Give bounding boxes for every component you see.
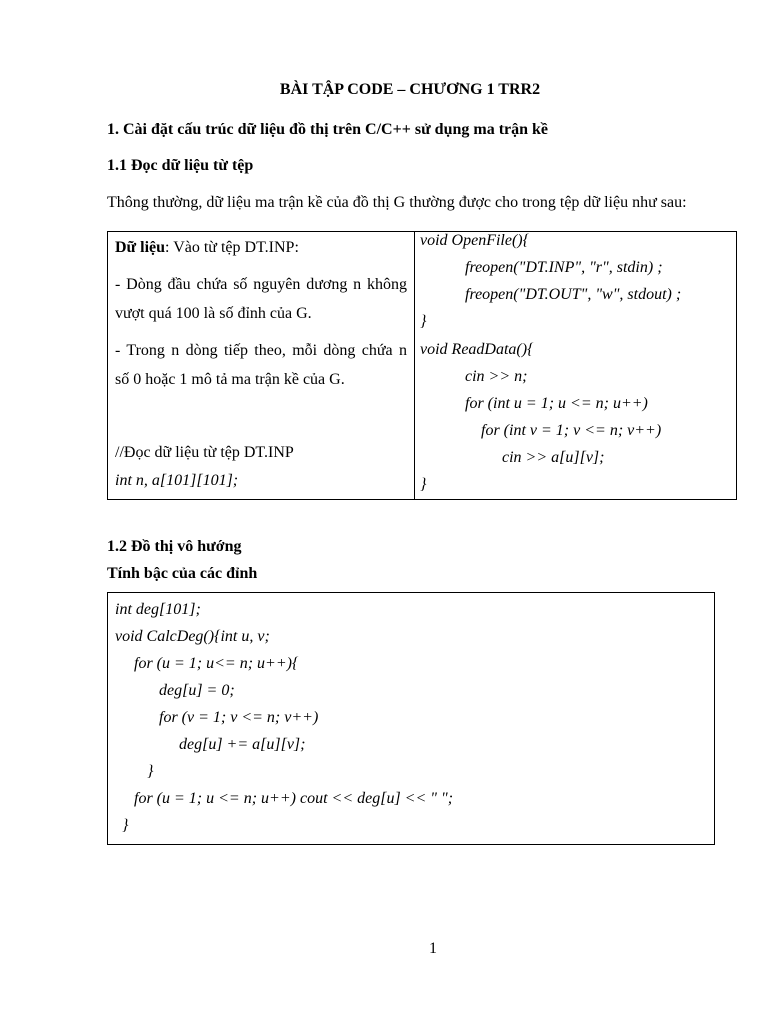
code-line: cin >> a[u][v]; xyxy=(502,449,605,466)
code-line: void ReadData(){ xyxy=(420,341,534,358)
array-declaration: int n, a[101][101]; xyxy=(115,472,239,489)
code-line: for (u = 1; u <= n; u++) cout << deg[u] << " "; xyxy=(134,790,454,807)
code-line: deg[u] += a[u][v]; xyxy=(179,736,306,753)
code-line: for (v = 1; v <= n; v++) xyxy=(159,709,319,726)
table-column-divider xyxy=(414,232,415,499)
degree-code-box xyxy=(107,592,715,845)
code-line: for (int v = 1; v <= n; v++) xyxy=(481,422,662,439)
code-line: for (int u = 1; u <= n; u++) xyxy=(465,395,648,412)
bullet-1-line-1: - Dòng đầu chứa số nguyên dương n không xyxy=(115,276,407,293)
bullet-2-line-1: - Trong n dòng tiếp theo, mỗi dòng chứa n xyxy=(115,342,407,359)
code-line: void CalcDeg(){int u, v; xyxy=(115,628,270,645)
code-line: freopen("DT.INP", "r", stdin) ; xyxy=(465,259,663,276)
data-rest-text: : Vào từ tệp DT.INP: xyxy=(165,239,299,256)
code-line: } xyxy=(122,817,129,834)
bullet-1-line-2: vượt quá 100 là số đỉnh của G. xyxy=(115,305,312,322)
code-line: } xyxy=(147,763,154,780)
document-title: BÀI TẬP CODE – CHƯƠNG 1 TRR2 xyxy=(279,81,541,98)
section-1-2-heading: 1.2 Đồ thị vô hướng xyxy=(107,538,242,555)
code-line: } xyxy=(420,476,427,493)
section-1-1-heading: 1.1 Đọc dữ liệu từ tệp xyxy=(107,157,254,174)
code-line: } xyxy=(420,313,427,330)
intro-paragraph: Thông thường, dữ liệu ma trận kề của đồ thị G thường được cho trong tệp dữ liệu như sau: xyxy=(107,194,687,211)
input-format-table xyxy=(107,231,737,500)
bullet-2-line-2: số 0 hoặc 1 mô tả ma trận kề của G. xyxy=(115,371,345,388)
read-data-comment: //Đọc dữ liệu từ tệp DT.INP xyxy=(115,444,294,461)
section-1-heading: 1. Cài đặt cấu trúc dữ liệu đồ thị trên C/C++ sử dụng ma trận kề xyxy=(107,121,549,138)
data-label: Dữ liệu xyxy=(115,239,166,256)
code-line: cin >> n; xyxy=(465,368,528,385)
data-description-line xyxy=(115,239,299,257)
code-line: deg[u] = 0; xyxy=(159,682,235,699)
page-number: 1 xyxy=(429,940,437,957)
code-line: for (u = 1; u<= n; u++){ xyxy=(134,655,299,672)
code-line: void OpenFile(){ xyxy=(420,232,530,249)
code-line: int deg[101]; xyxy=(115,601,201,618)
code-line: freopen("DT.OUT", "w", stdout) ; xyxy=(465,286,682,303)
degree-subheading: Tính bậc của các đỉnh xyxy=(107,565,258,582)
